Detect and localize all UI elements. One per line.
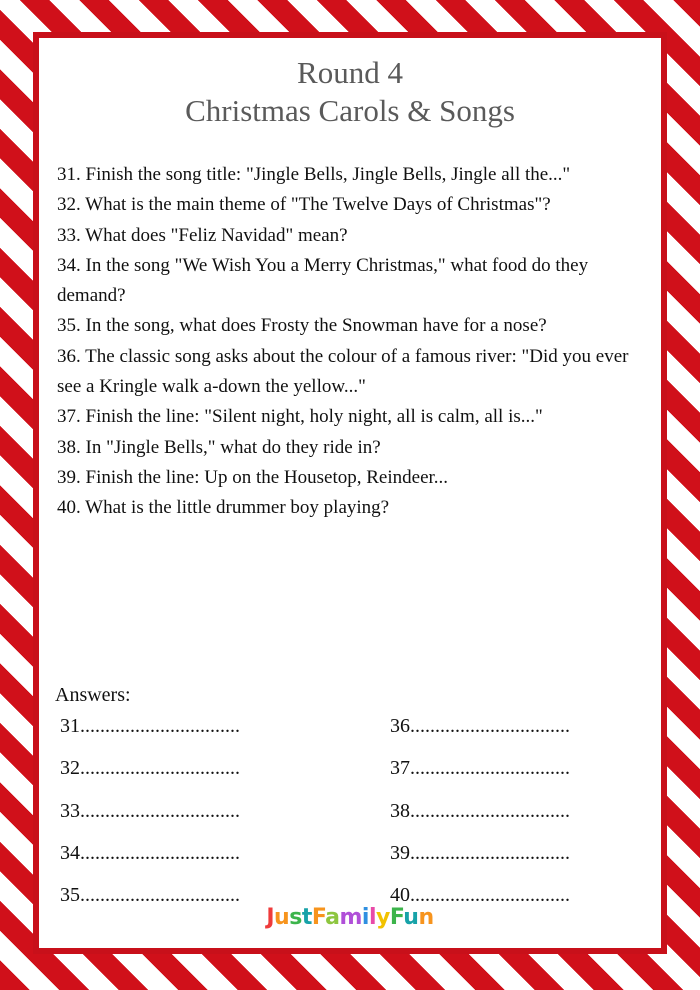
answer-line[interactable]: 35................................ — [60, 884, 240, 907]
question-item: 31. Finish the song title: "Jingle Bells, Jingle Bells, Jingle all the..." — [57, 164, 571, 185]
question-item: 38. In "Jingle Bells," what do they ride in? — [57, 436, 381, 458]
question-item: 36. The classic song asks about the colour of a famous river: "Did you ever see a Kringle walk a-down the yellow..." — [57, 345, 629, 398]
answer-line[interactable]: 34................................ — [60, 841, 240, 864]
question-item: 33. What does "Feliz Navidad" mean? — [57, 224, 348, 246]
question-item: 39. Finish the line: Up on the Housetop, Reindeer... — [57, 466, 449, 488]
answer-line[interactable]: 40................................ — [390, 884, 570, 907]
answer-line[interactable]: 31................................ — [60, 715, 240, 737]
answer-line[interactable]: 39................................ — [390, 841, 570, 864]
question-item: 32. What is the main theme of "The Twelve Days of Christmas"? — [57, 194, 551, 216]
answers-label: Answers: — [55, 684, 131, 706]
question-item: 34. In the song "We Wish You a Merry Christmas," what food do they demand? — [57, 254, 589, 307]
answer-line[interactable]: 36................................ — [390, 715, 570, 737]
question-item: 37. Finish the line: "Silent night, holy night, all is calm, all is..." — [57, 406, 543, 428]
question-item: 40. What is the little drummer boy playing? — [57, 497, 390, 519]
page-frame — [33, 32, 667, 954]
answer-line[interactable]: 32................................ — [60, 757, 240, 780]
question-list — [57, 160, 657, 524]
question-item: 35. In the song, what does Frosty the Snowman have for a nose? — [57, 315, 547, 337]
round-title: Round 4 — [297, 55, 403, 90]
justfamilyfun-logo: JustFamilyFun — [266, 905, 434, 930]
answer-line[interactable]: 38................................ — [390, 799, 570, 822]
round-subtitle: Christmas Carols & Songs — [185, 93, 515, 128]
answer-line[interactable]: 33................................ — [60, 799, 240, 822]
answer-line[interactable]: 37................................ — [390, 757, 570, 780]
